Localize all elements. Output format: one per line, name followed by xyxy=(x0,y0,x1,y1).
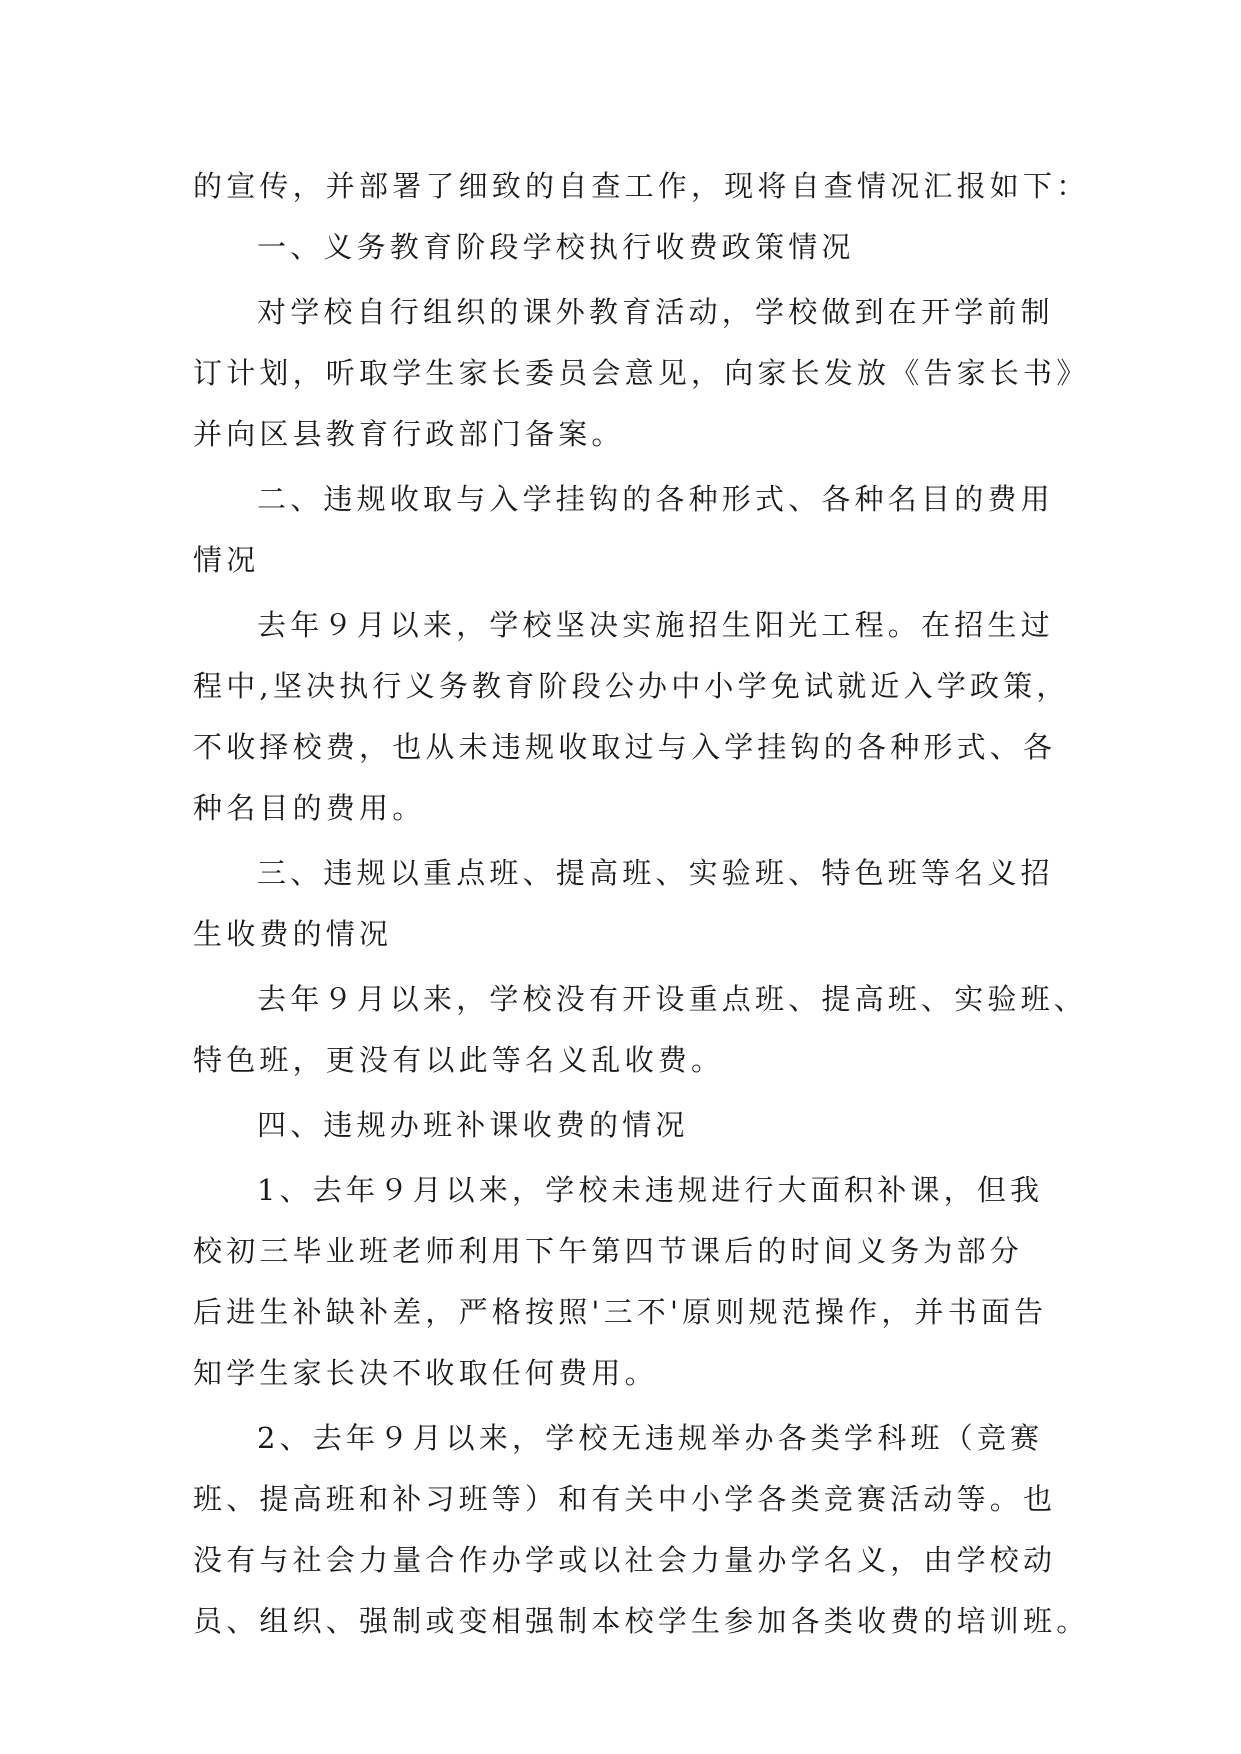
section-heading-1: 一、义务教育阶段学校执行收费政策情况 xyxy=(257,230,855,264)
section-heading-4: 四、违规办班补课收费的情况 xyxy=(257,1108,689,1142)
paragraph-line: 去年９月以来，学校坚决实施招生阳光工程。在招生过 xyxy=(257,608,1054,642)
paragraph-line: 校初三毕业班老师利用下午第四节课后的时间义务为部分 xyxy=(193,1234,1024,1268)
paragraph-line: 班、提高班和补习班等）和有关中小学各类竞赛活动等。也 xyxy=(193,1482,1057,1516)
document-body xyxy=(193,156,1090,1652)
section-heading-3: 三、违规以重点班、提高班、实验班、特色班等名义招 xyxy=(257,856,1054,890)
paragraph-line: 知学生家长决不收取任何费用。 xyxy=(193,1356,658,1390)
paragraph-line: 后进生补缺补差，严格按照'三不'原则规范操作，并书面告 xyxy=(193,1295,1048,1329)
paragraph-line: 去年９月以来，学校没有开设重点班、提高班、实验班、 xyxy=(257,982,1088,1016)
paragraph-line: 1、去年９月以来，学校未违规进行大面积补课，但我 xyxy=(257,1173,1044,1207)
text-line: 的宣传，并部署了细致的自查工作，现将自查情况汇报如下： xyxy=(193,169,1090,203)
paragraph-line: 程中,坚决执行义务教育阶段公办中小学免试就近入学政策， xyxy=(193,669,1070,703)
section-heading-2: 二、违规收取与入学挂钩的各种形式、各种名目的费用 xyxy=(257,482,1054,516)
paragraph-line: 2、去年９月以来，学校无违规举办各类学科班（竞赛 xyxy=(257,1421,1044,1455)
section-heading-2-cont: 情况 xyxy=(193,543,260,577)
paragraph-line: 没有与社会力量合作办学或以社会力量办学名义，由学校动 xyxy=(193,1543,1057,1577)
paragraph-line: 并向区县教育行政部门备案。 xyxy=(193,417,625,451)
paragraph-line: 特色班，更没有以此等名义乱收费。 xyxy=(193,1043,725,1077)
paragraph-line: 员、组织、强制或变相强制本校学生参加各类收费的培训班。 xyxy=(193,1604,1090,1638)
paragraph-line: 种名目的费用。 xyxy=(193,791,426,825)
section-heading-3-cont: 生收费的情况 xyxy=(193,917,393,951)
paragraph-line: 不收择校费，也从未违规收取过与入学挂钩的各种形式、各 xyxy=(193,730,1057,764)
paragraph-line: 对学校自行组织的课外教育活动，学校做到在开学前制 xyxy=(257,295,1054,329)
paragraph-line: 订计划，听取学生家长委员会意见，向家长发放《告家长书》 xyxy=(193,356,1090,390)
